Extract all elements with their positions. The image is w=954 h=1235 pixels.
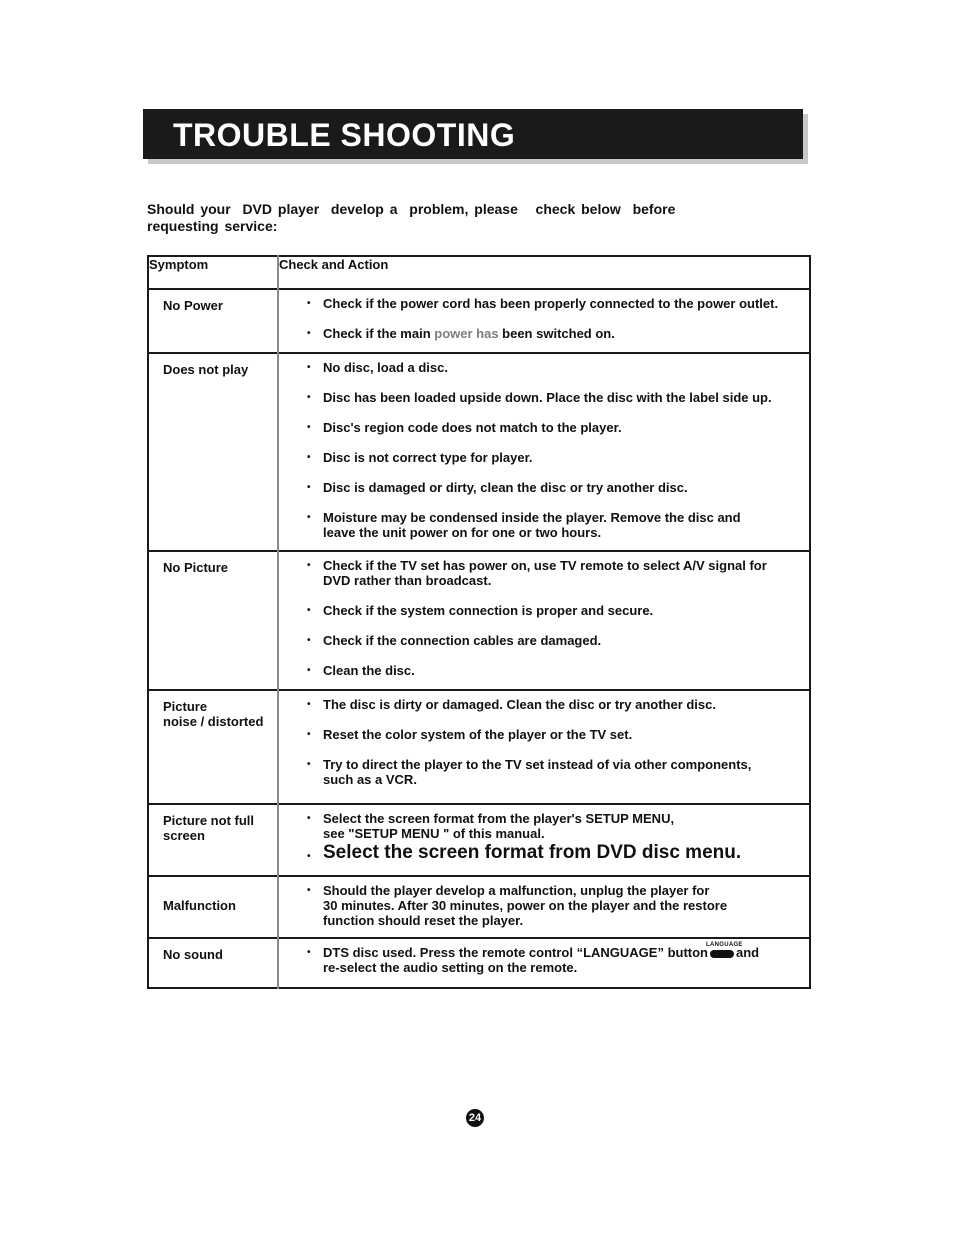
action-text: Check if the TV set has power on, use TV remote to select A/V signal for DVD rather than broadcast. xyxy=(323,558,767,588)
list-item xyxy=(307,727,799,742)
language-button-label: LANGUAGE xyxy=(706,941,743,948)
table-row xyxy=(148,353,810,551)
action-text: Disc is not correct type for player. xyxy=(323,450,533,465)
list-item xyxy=(307,390,799,405)
symptom-label: Malfunction xyxy=(163,898,236,913)
page-title: TROUBLE SHOOTING xyxy=(173,117,516,153)
list-item xyxy=(307,510,799,540)
list-item xyxy=(307,450,799,465)
page-number: 24 xyxy=(466,1109,484,1127)
action-text: The disc is dirty or damaged. Clean the disc or try another disc. xyxy=(323,697,716,712)
table-row xyxy=(148,876,810,938)
list-item xyxy=(307,360,799,375)
list-item xyxy=(307,633,799,648)
table-header-row xyxy=(148,256,810,289)
table-row xyxy=(148,551,810,690)
action-text: DTS disc used. Press the remote control “LANGUAGE” button xyxy=(323,945,708,960)
symptom-label: No sound xyxy=(163,947,223,962)
intro-line-2: requesting service: xyxy=(147,218,278,234)
bullet-icon: • xyxy=(307,813,311,824)
list-item xyxy=(307,326,799,341)
action-text: Check if the main xyxy=(323,326,435,341)
intro-text xyxy=(147,201,747,235)
action-text: re-select the audio setting on the remote. xyxy=(323,960,578,975)
action-text: Check if the connection cables are damaged. xyxy=(323,633,602,648)
action-list xyxy=(279,877,809,936)
bullet-icon: • xyxy=(307,362,311,373)
bullet-icon: • xyxy=(307,605,311,616)
bullet-icon: • xyxy=(307,482,311,493)
bullet-icon: • xyxy=(307,392,311,403)
symptom-label: Picture noise / distorted xyxy=(163,699,264,729)
list-item xyxy=(307,663,799,678)
list-item xyxy=(307,697,799,712)
bullet-icon: • xyxy=(307,947,311,958)
bullet-icon: • xyxy=(307,885,311,896)
bullet-icon: • xyxy=(307,560,311,571)
table-row xyxy=(148,938,810,988)
action-text-highlight: power has xyxy=(434,326,499,341)
action-text: Select the screen format from the player's SETUP MENU, see "SETUP MENU " of this manual. xyxy=(323,811,675,841)
symptom-label: Picture not full screen xyxy=(163,813,254,843)
table-row xyxy=(148,690,810,804)
action-text: Moisture may be condensed inside the player. Remove the disc and leave the unit power on for one or two hours. xyxy=(323,510,741,540)
action-column-header: Check and Action xyxy=(279,257,389,272)
symptom-label: Does not play xyxy=(163,362,249,377)
list-item xyxy=(307,480,799,495)
bullet-icon: • xyxy=(307,298,311,309)
action-text: been switched on. xyxy=(498,326,615,341)
action-text: and xyxy=(736,945,760,960)
list-item xyxy=(307,420,799,435)
action-list xyxy=(279,805,809,862)
bullet-icon: • xyxy=(307,512,311,523)
bullet-icon: • xyxy=(307,328,311,339)
list-item xyxy=(307,296,799,311)
bullet-icon: • xyxy=(307,759,311,770)
action-list xyxy=(279,552,809,686)
action-list xyxy=(279,691,809,795)
list-item xyxy=(307,603,799,618)
action-text: Try to direct the player to the TV set instead of via other components, such as a VCR. xyxy=(323,757,752,787)
bullet-icon: • xyxy=(307,422,311,433)
action-list xyxy=(279,290,809,349)
symptom-column-header: Symptom xyxy=(148,256,278,289)
list-item xyxy=(307,558,799,588)
table-row xyxy=(148,804,810,876)
action-text: Check if the power cord has been properly connected to the power outlet. xyxy=(323,296,779,311)
action-text: Disc has been loaded upside down. Place the disc with the label side up. xyxy=(323,390,772,405)
title-banner xyxy=(143,109,803,159)
action-text: Reset the color system of the player or the TV set. xyxy=(323,727,633,742)
bullet-icon: • xyxy=(307,851,311,862)
action-text: Disc is damaged or dirty, clean the disc or try another disc. xyxy=(323,480,688,495)
action-list xyxy=(279,354,809,548)
symptom-label: No Power xyxy=(163,298,223,313)
bullet-icon: • xyxy=(307,729,311,740)
action-text: Clean the disc. xyxy=(323,663,415,678)
symptom-label: No Picture xyxy=(163,560,229,575)
table-row xyxy=(148,289,810,353)
language-button-icon xyxy=(706,941,743,958)
action-text: Should the player develop a malfunction, unplug the player for 30 minutes. After 30 minutes, power on the player and the restore function should reset the player. xyxy=(323,883,728,928)
bullet-icon: • xyxy=(307,452,311,463)
intro-line-1: Should your DVD player develop a problem, please check below before xyxy=(147,201,676,217)
action-text: Check if the system connection is proper and secure. xyxy=(323,603,654,618)
bullet-icon: • xyxy=(307,699,311,710)
list-item xyxy=(307,883,799,928)
bullet-icon: • xyxy=(307,665,311,676)
bullet-icon: • xyxy=(307,635,311,646)
list-item xyxy=(307,941,799,975)
troubleshooting-table xyxy=(147,255,811,989)
action-text: No disc, load a disc. xyxy=(323,360,448,375)
list-item xyxy=(307,757,799,787)
action-list xyxy=(279,939,809,983)
action-text-large: Select the screen format from DVD disc menu. xyxy=(323,842,742,863)
action-text: Disc's region code does not match to the player. xyxy=(323,420,622,435)
list-item xyxy=(307,811,799,841)
list-item xyxy=(307,842,799,863)
